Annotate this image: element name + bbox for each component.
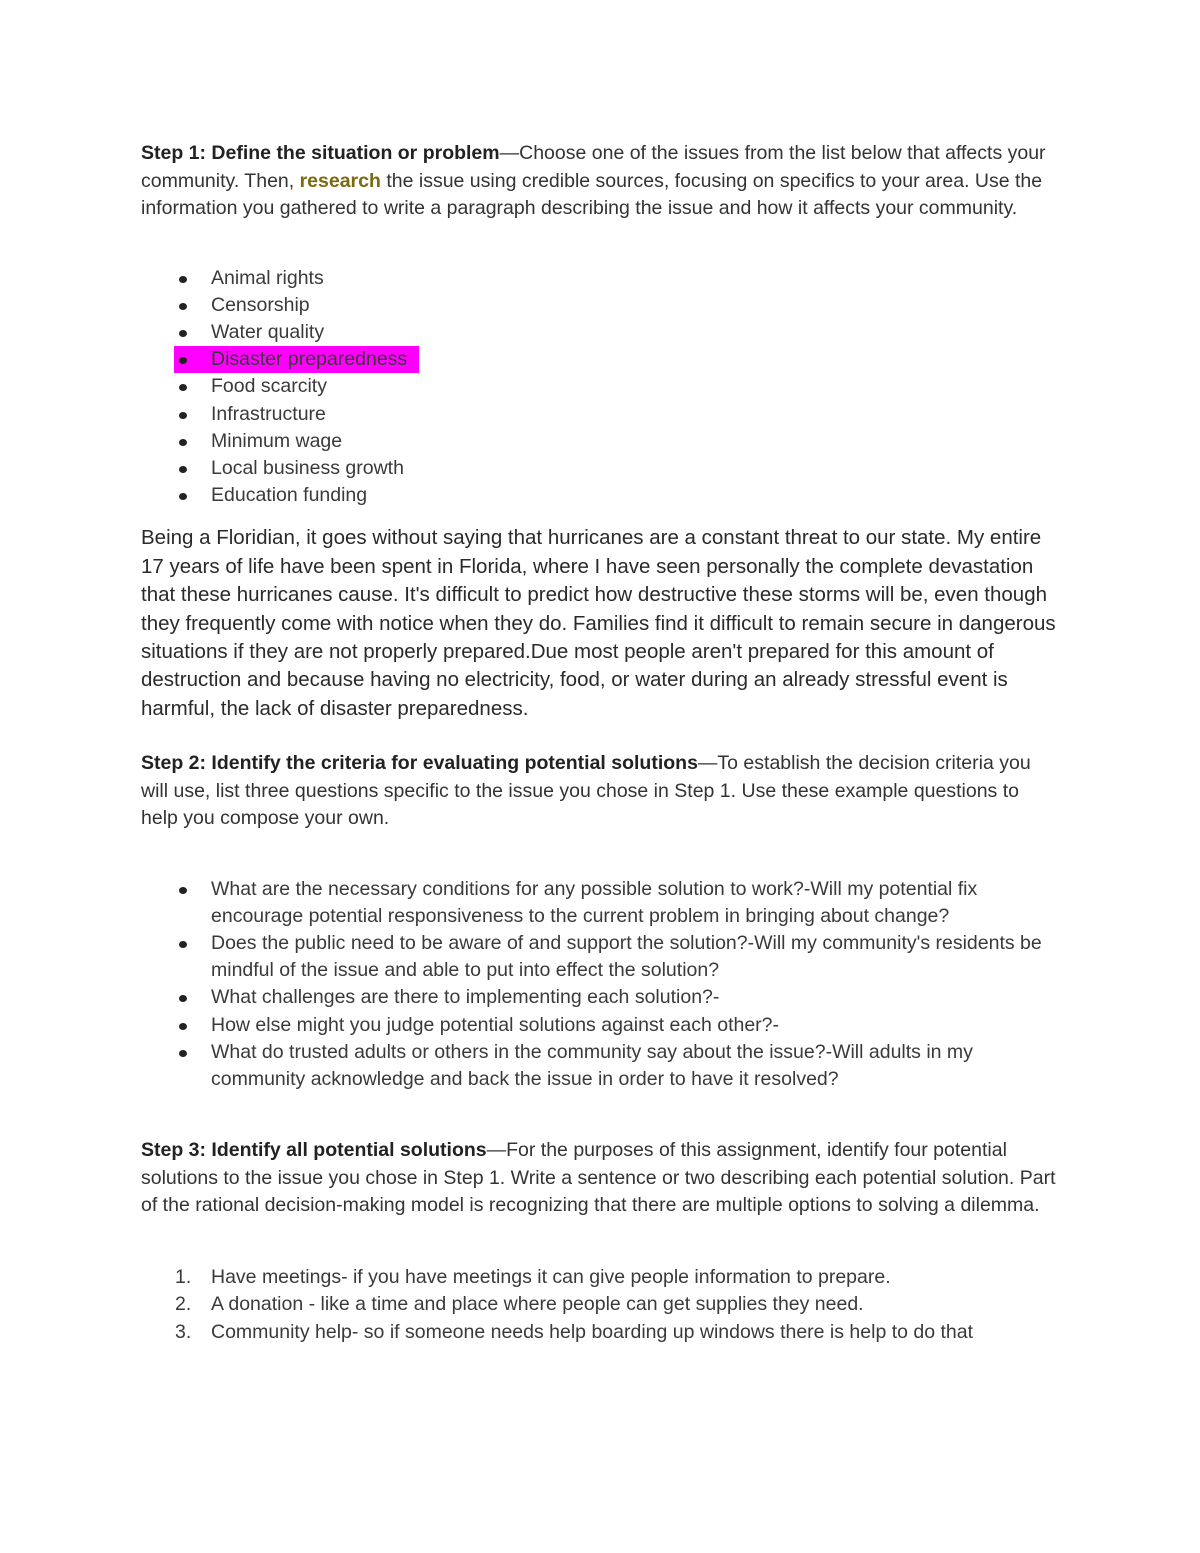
list-item: Food scarcity: [141, 373, 1061, 400]
issues-list: [141, 265, 1061, 510]
list-item: What do trusted adults or others in the community say about the issue?-Will adults in my community acknowledge and back the issue in order to have it resolved?: [141, 1039, 1061, 1093]
essay-paragraph: Being a Floridian, it goes without saying that hurricanes are a constant threat to our state. My entire 17 years of life have been spent in Florida, where I have seen personally the complete devastation that these hurricanes cause. It's difficult to predict how destructive these storms will be, even though they frequently come with notice when they do. Families find it difficult to remain secure in dangerous situations if they are not properly prepared.Due most people aren't prepared for this amount of destruction and because having no electricity, food, or water during an already stressful event is harmful, the lack of disaster preparedness.: [141, 526, 1056, 720]
bullet-icon: [179, 493, 187, 500]
step1-paragraph: [141, 140, 1061, 223]
list-item: What are the necessary conditions for any possible solution to work?-Will my potential fix encourage potential responsiveness to the current problem in bringing about change?: [141, 876, 1061, 930]
list-item: 2. A donation - like a time and place where people can get supplies they need.: [175, 1293, 864, 1316]
list-item: Education funding: [141, 482, 1061, 509]
list-item: Animal rights: [141, 265, 1061, 292]
bullet-icon: [179, 466, 187, 473]
list-item: Local business growth: [141, 455, 1061, 482]
list-item: Minimum wage: [141, 428, 1061, 455]
step1-text-b: the issue using credible sources, focusing on specifics to your area. Use the information you gathered to write a paragraph describing the issue and how it affects your community.: [141, 169, 1043, 219]
list-item: How else might you judge potential solutions against each other?-: [141, 1012, 1061, 1039]
bullet-icon: [179, 439, 187, 446]
document-page: [141, 140, 1061, 1346]
bullet-icon: [179, 276, 187, 283]
step2-paragraph: [141, 750, 1061, 833]
list-item: 1. Have meetings- if you have meetings it can give people information to prepare.: [175, 1265, 891, 1288]
list-item: Does the public need to be aware of and support the solution?-Will my community's residents be mindful of the issue and able to put into effect the solution?: [141, 930, 1061, 984]
bullet-icon: [179, 303, 187, 310]
list-item: Infrastructure: [141, 401, 1061, 428]
research-keyword: research: [299, 169, 381, 192]
step3-text: —For the purposes of this assignment, identify four potential solutions to the issue you chose in Step 1. Write a sentence or two describing each potential solution. Part of the rational decision-making model is recognizing that there are multiple options to solving a dilemma.: [141, 1139, 1056, 1217]
list-item: What challenges are there to implementing each solution?-: [141, 984, 1061, 1011]
bullet-icon: [179, 995, 187, 1002]
bullet-icon: [179, 412, 187, 419]
list-item: Censorship: [141, 292, 1061, 319]
bullet-icon: [179, 330, 187, 337]
bullet-icon: [179, 384, 187, 391]
step1-heading: Step 1: Define the situation or problem: [141, 142, 500, 164]
list-item: 3. Community help- so if someone needs help boarding up windows there is help to do that: [175, 1320, 974, 1343]
step2-heading: Step 2: Identify the criteria for evaluating potential solutions: [141, 752, 698, 775]
step3-paragraph: [141, 1137, 1061, 1220]
bullet-icon: [179, 1050, 187, 1057]
bullet-icon: [179, 887, 187, 894]
criteria-list: [141, 876, 1061, 1094]
step1-text-a: —Choose one of the issues from the list below that affects your community. Then,: [141, 142, 1046, 192]
bullet-icon: [179, 1023, 187, 1030]
solutions-list: [141, 1264, 1061, 1347]
bullet-icon: [179, 941, 187, 948]
step3-heading: Step 3: Identify all potential solutions: [141, 1139, 487, 1162]
list-item: Water quality: [141, 319, 1061, 346]
step2-text: —To establish the decision criteria you will use, list three questions specific to the issue you chose in Step 1. Use these example questions to help you compose your own.: [141, 752, 1031, 830]
list-item-highlighted: Disaster preparedness: [141, 346, 1061, 373]
